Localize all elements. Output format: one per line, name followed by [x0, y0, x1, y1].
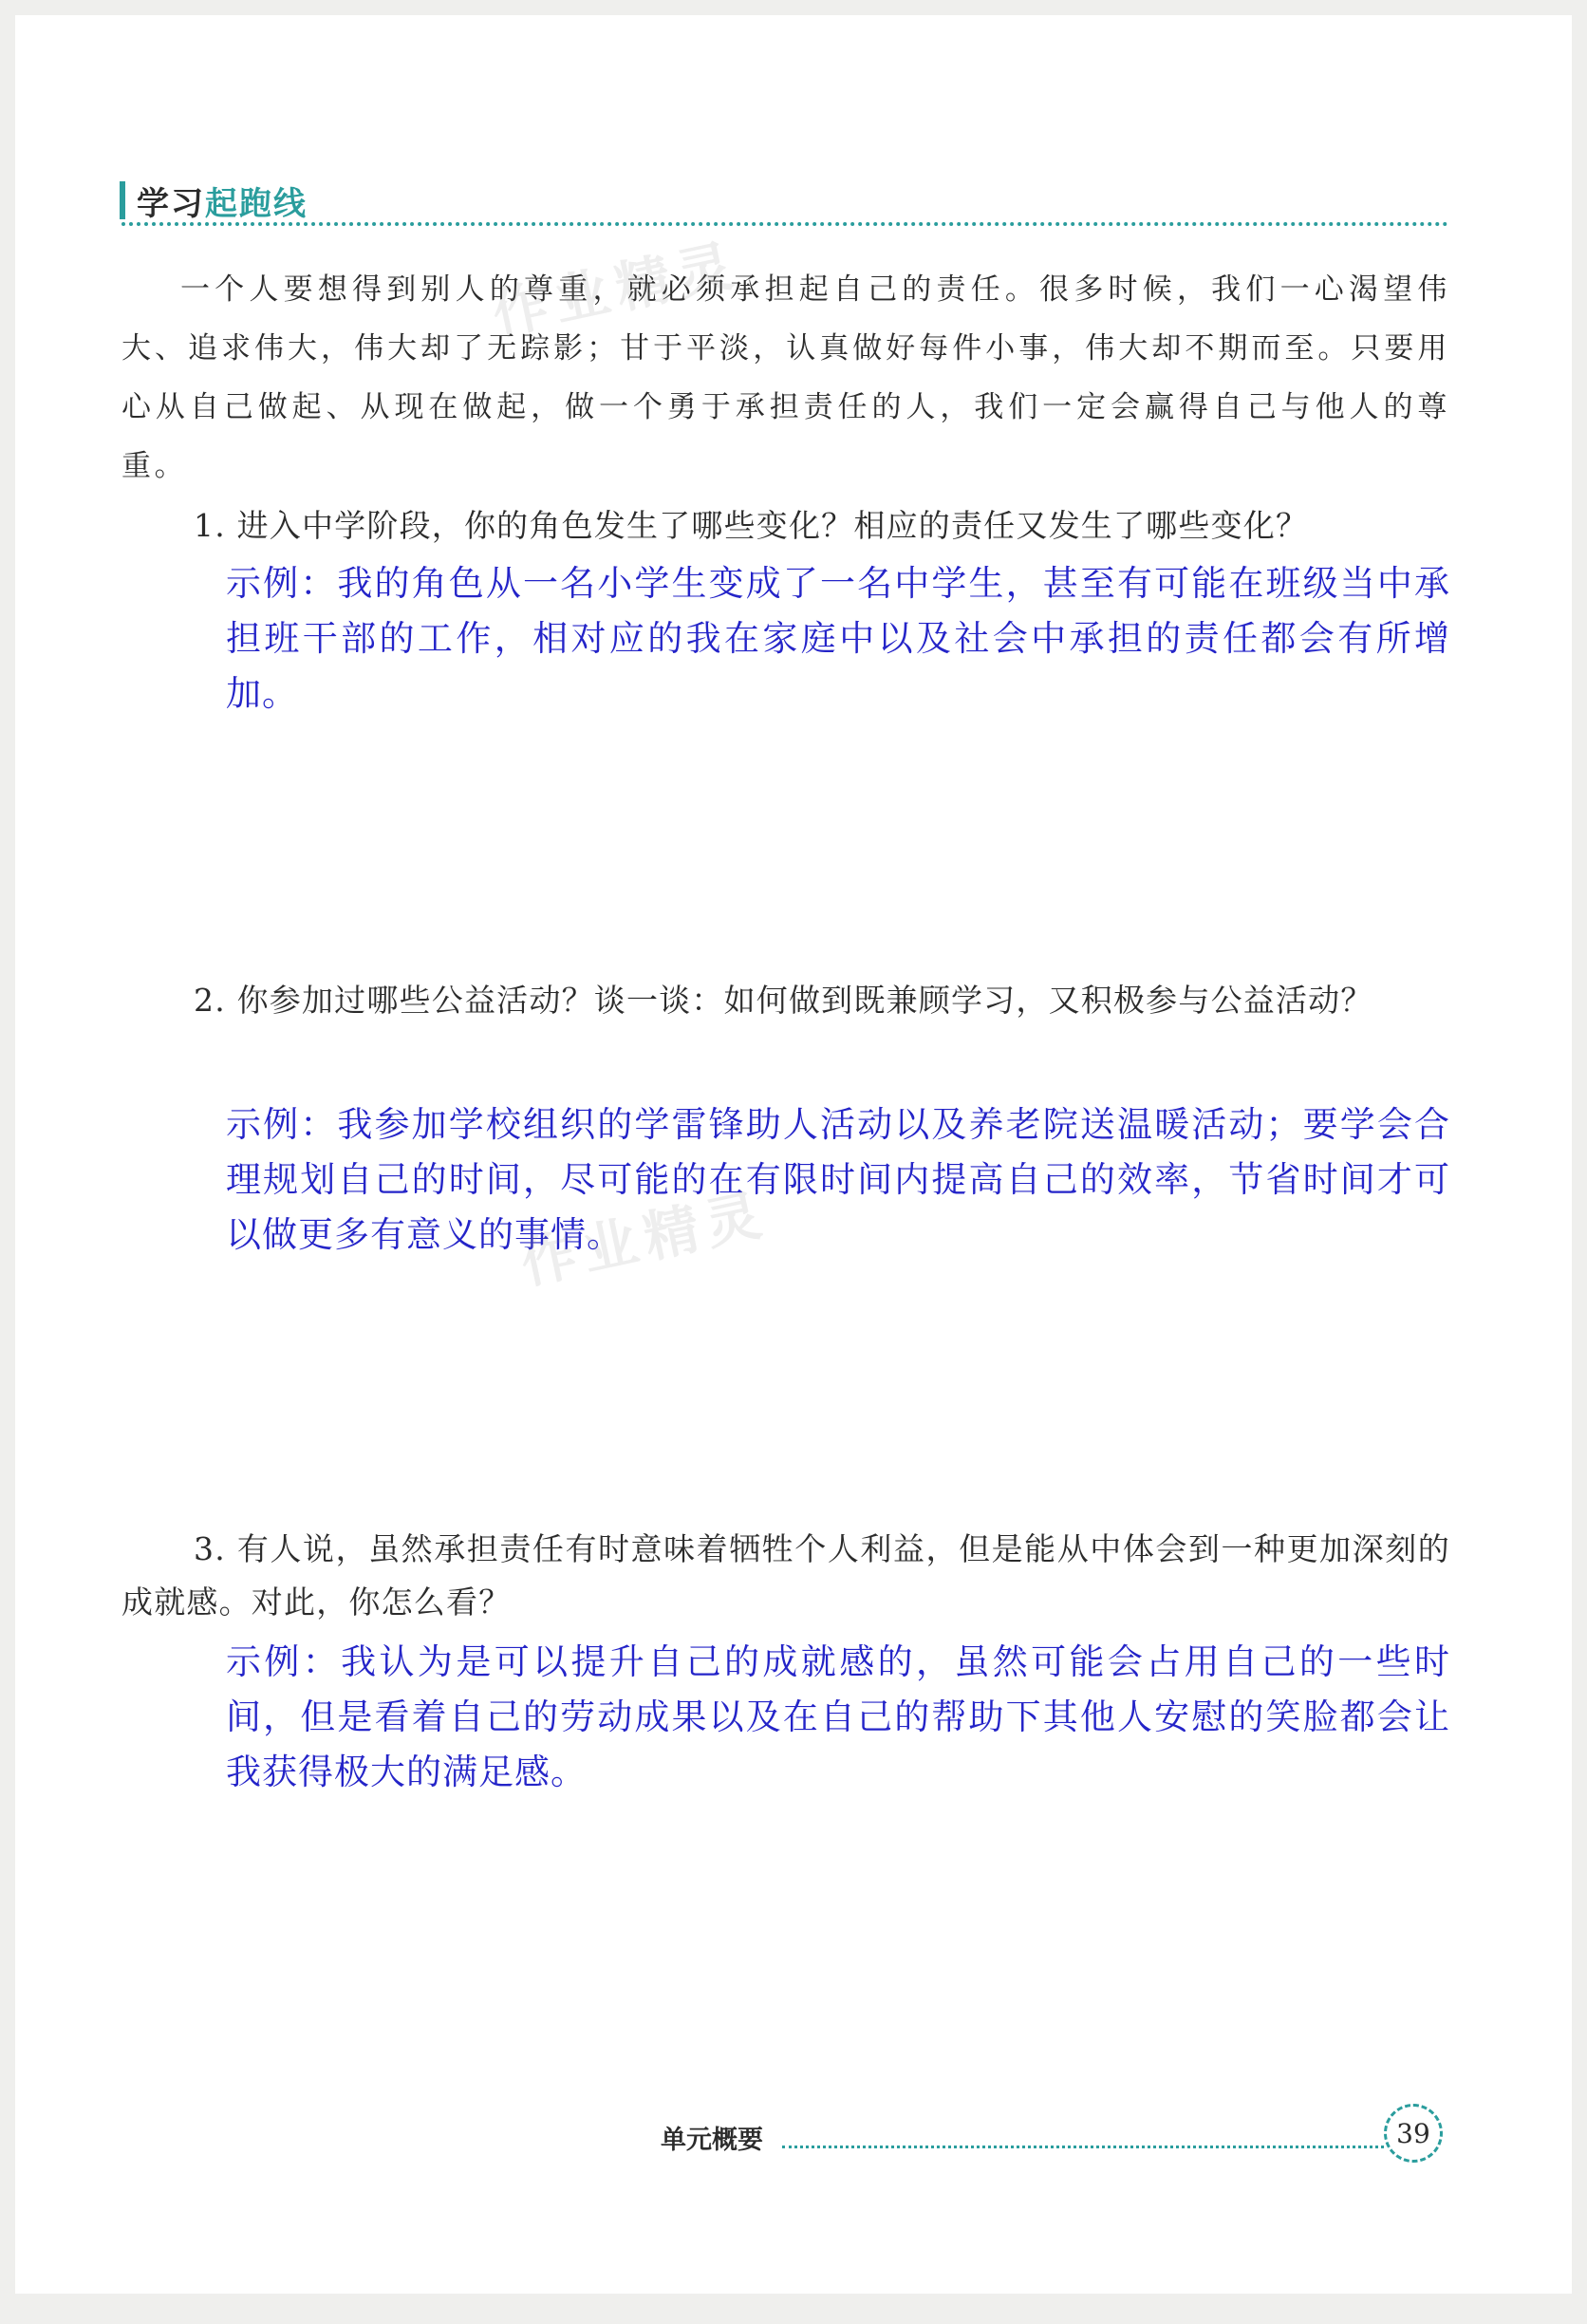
section-title-part1: 学习: [137, 184, 205, 223]
question-3: 3. 有人说，虽然承担责任有时意味着牺牲个人利益，但是能从中体会到一种更加深刻的成就感。对此，你怎么看？: [121, 1530, 1450, 1621]
question-1: 1. 进入中学阶段，你的角色发生了哪些变化？相应的责任又发生了哪些变化？: [194, 507, 1309, 544]
intro-paragraph: 一个人要想得到别人的尊重，就必须承担起自己的责任。很多时候，我们一心渴望伟大、追求伟大，伟大却了无踪影；甘于平淡，认真做好每件小事，伟大却不期而至。只要用心从自己做起、从现在做起，做一个勇于承担责任的人，我们一定会赢得自己与他人的尊重。: [121, 272, 1450, 483]
textbook-page: [15, 15, 1572, 2294]
header-dotted-divider: [121, 222, 1448, 226]
header-accent-bar: [120, 181, 125, 219]
answer-2: 示例：我参加学校组织的学雷锋助人活动以及养老院送温暖活动；要学会合理规划自己的时间，尽可能的在有限时间内提高自己的效率，节省时间才可以做更多有意义的事情。: [226, 1104, 1450, 1255]
section-header: [120, 178, 308, 222]
watermark-top: 作业精灵: [486, 232, 746, 347]
section-title-part2: 起跑线: [205, 184, 308, 223]
answer-1: 示例：我的角色从一名小学生变成了一名中学生，甚至有可能在班级当中承担班干部的工作，相对应的我在家庭中以及社会中承担的责任都会有所增加。: [226, 563, 1450, 714]
answer-3: 示例：我认为是可以提升自己的成就感的，虽然可能会占用自己的一些时间，但是看着自己的劳动成果以及在自己的帮助下其他人安慰的笑脸都会让我获得极大的满足感。: [226, 1641, 1450, 1792]
footer-unit-label: 单元概要: [661, 2126, 763, 2155]
footer-dotted-line: [782, 2146, 1384, 2148]
watermark-middle: 作业精灵: [514, 1181, 775, 1297]
page-number-badge: 39: [1384, 2104, 1443, 2163]
question-2: 2. 你参加过哪些公益活动？谈一谈：如何做到既兼顾学习，又积极参与公益活动？: [194, 982, 1373, 1019]
